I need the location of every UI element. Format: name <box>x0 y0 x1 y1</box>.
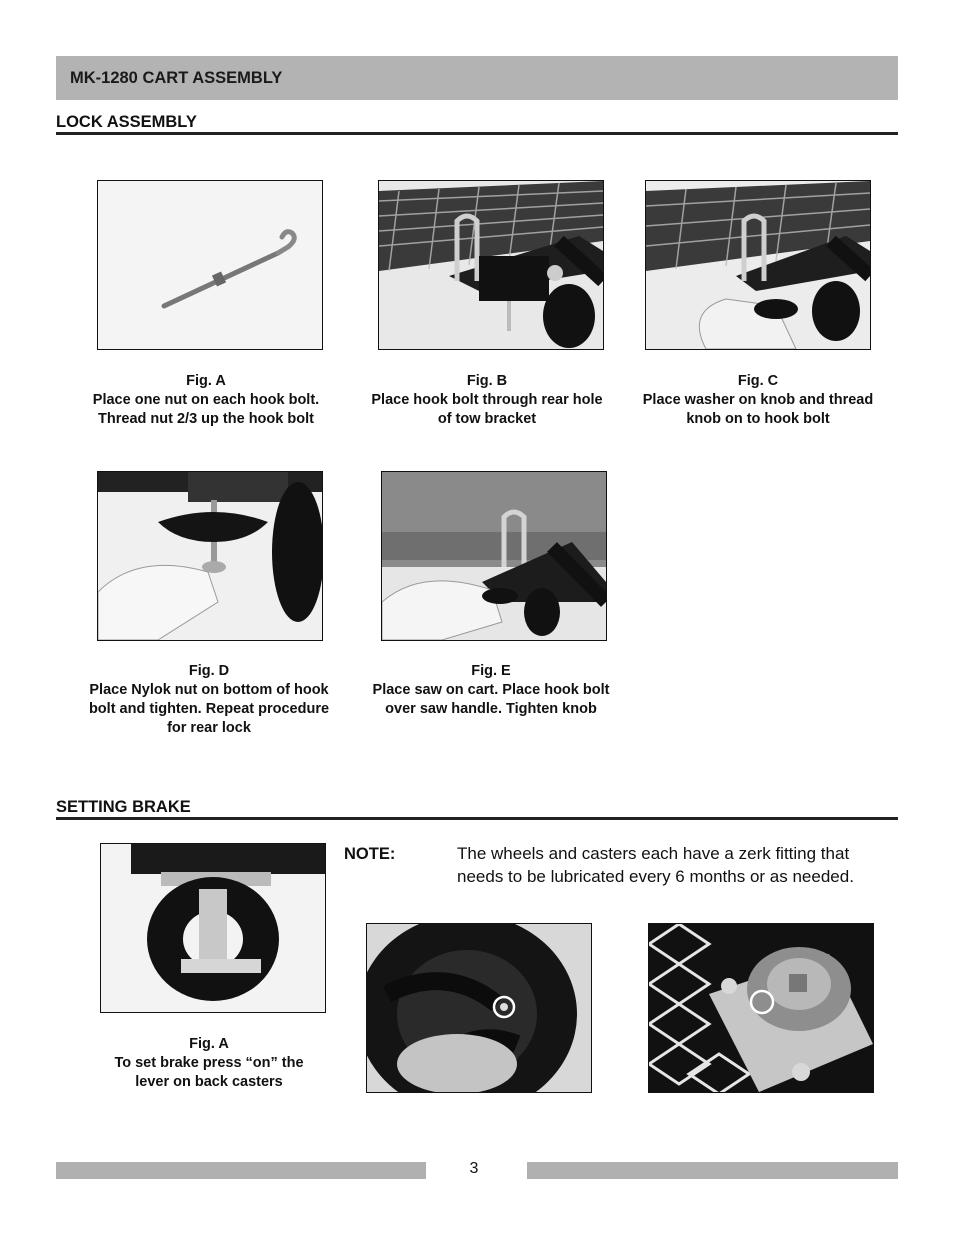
figure-label: Fig. A <box>186 373 226 389</box>
note-line: needs to be lubricated every 6 months or as needed. <box>457 867 854 886</box>
caption-line: Place one nut on each hook bolt. <box>92 392 320 408</box>
figure-label: Fig. D <box>188 663 230 679</box>
caption-lock-fig-a <box>56 372 356 429</box>
caption-line: Place washer on knob and thread <box>642 392 874 408</box>
figure-label: Fig. B <box>466 373 508 389</box>
section-rule <box>56 132 898 135</box>
caption-line: for rear lock <box>167 720 251 736</box>
section-rule <box>56 817 898 820</box>
caption-line: To set brake press “on” the <box>114 1055 304 1071</box>
footer-bar-left <box>56 1162 426 1179</box>
caption-brake-fig-a <box>59 1035 359 1092</box>
page-number: 3 <box>469 1160 479 1177</box>
photo-hook-bolt <box>97 180 323 350</box>
photo-wheel-zerk-fitting <box>366 923 592 1093</box>
caption-lock-fig-e <box>341 662 641 719</box>
note-text <box>457 842 854 888</box>
caption-line: knob on to hook bolt <box>686 411 830 427</box>
photo-washer-and-knob <box>645 180 871 350</box>
header-bar <box>56 56 898 100</box>
caption-line: Place hook bolt through rear hole <box>371 392 603 408</box>
caption-line: lever on back casters <box>135 1074 283 1090</box>
figure-label: Fig. E <box>471 663 511 679</box>
caption-line: over saw handle. Tighten knob <box>385 701 597 717</box>
photo-caster-brake <box>100 843 326 1013</box>
caption-line: Thread nut 2/3 up the hook bolt <box>98 411 314 427</box>
photo-hook-bolt-in-bracket <box>378 180 604 350</box>
page-header-title: MK-1280 CART ASSEMBLY <box>70 69 283 87</box>
caption-line: Place saw on cart. Place hook bolt <box>372 682 610 698</box>
figure-label: Fig. A <box>189 1036 229 1052</box>
section-title-setting-brake: SETTING BRAKE <box>56 798 191 816</box>
section-title-lock-assembly: LOCK ASSEMBLY <box>56 113 197 131</box>
note-line: The wheels and casters each have a zerk fitting that <box>457 844 850 863</box>
footer-bar-right <box>527 1162 898 1179</box>
photo-saw-on-cart <box>381 471 607 641</box>
photo-caster-zerk-fitting <box>648 923 874 1093</box>
figure-label: Fig. C <box>737 373 779 389</box>
caption-lock-fig-d <box>59 662 359 738</box>
caption-line: Place Nylok nut on bottom of hook <box>89 682 329 698</box>
note-label: NOTE: <box>344 845 396 863</box>
caption-line: of tow bracket <box>437 411 537 427</box>
caption-lock-fig-c <box>608 372 908 429</box>
photo-nylok-nut <box>97 471 323 641</box>
caption-lock-fig-b <box>337 372 637 429</box>
caption-line: bolt and tighten. Repeat procedure <box>88 701 330 717</box>
